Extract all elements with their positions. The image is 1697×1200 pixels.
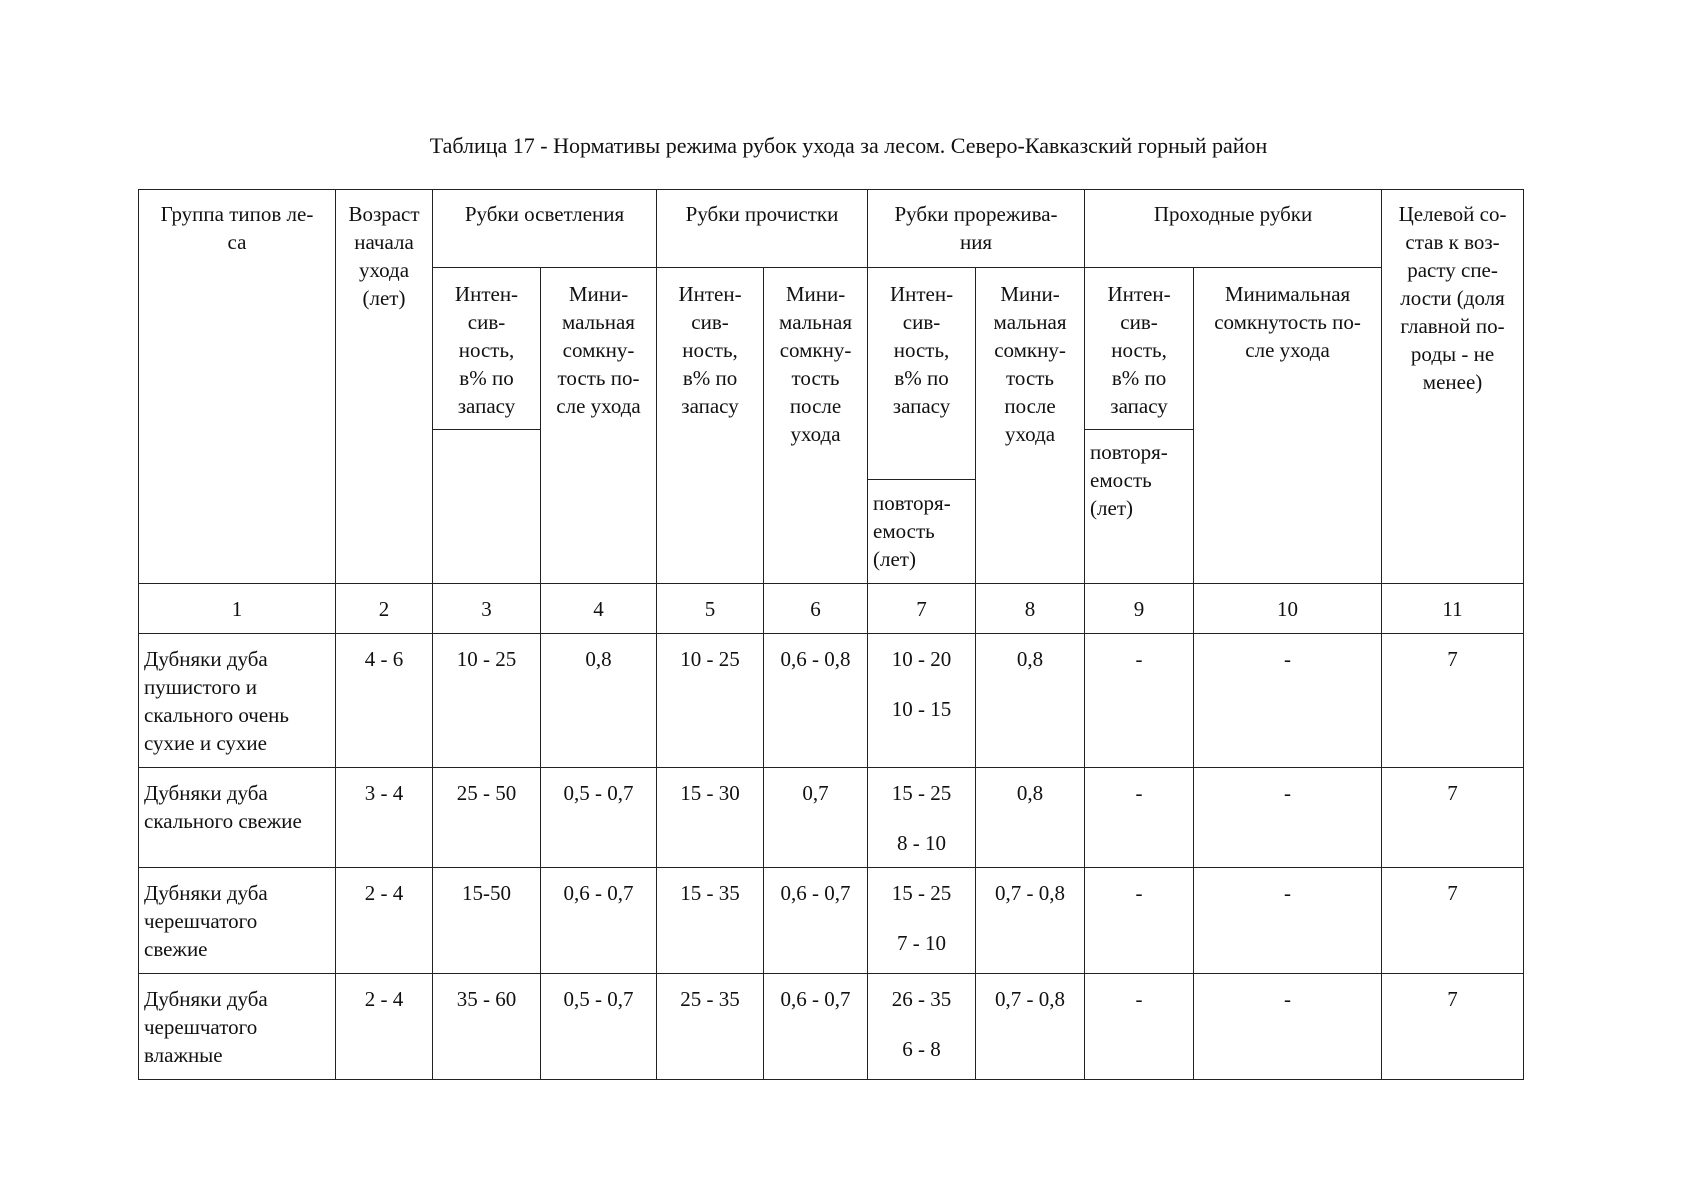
column-number: 4 bbox=[541, 584, 657, 634]
cell-prorezh-repeat: 10 - 15 bbox=[891, 697, 952, 721]
header-prorezhivanie: Рубки прорежива- ния bbox=[868, 190, 1085, 268]
cell-age: 3 - 4 bbox=[336, 768, 433, 868]
column-number: 5 bbox=[657, 584, 764, 634]
cell-age: 2 - 4 bbox=[336, 868, 433, 974]
cell-group: Дубняки дуба скального свежие bbox=[139, 768, 336, 868]
header-row-1 bbox=[139, 190, 1524, 268]
thinning-norms-table bbox=[138, 189, 1524, 1080]
cell-prorezh-repeat: 6 - 8 bbox=[902, 1037, 941, 1061]
cell-osv-intensity: 10 - 25 bbox=[433, 634, 541, 768]
cell-prorezh bbox=[868, 634, 976, 768]
cell-prohod-intensity: - bbox=[1085, 868, 1194, 974]
header-prorezh-repeat: повторя- емость (лет) bbox=[868, 480, 976, 584]
cell-prorezh bbox=[868, 868, 976, 974]
cell-osv-intensity: 15-50 bbox=[433, 868, 541, 974]
header-proch-min-density: Мини- мальная сомкну- тость после ухода bbox=[764, 268, 868, 584]
cell-prohod-intensity: - bbox=[1085, 634, 1194, 768]
cell-age: 4 - 6 bbox=[336, 634, 433, 768]
cell-prorezh-intensity: 10 - 20 bbox=[891, 647, 952, 671]
cell-proch-min-density: 0,7 bbox=[764, 768, 868, 868]
cell-prohod-intensity: - bbox=[1085, 974, 1194, 1080]
cell-proch-intensity: 10 - 25 bbox=[657, 634, 764, 768]
column-number: 11 bbox=[1382, 584, 1524, 634]
cell-osv-min-density: 0,6 - 0,7 bbox=[541, 868, 657, 974]
column-number: 10 bbox=[1194, 584, 1382, 634]
header-prochistka: Рубки прочистки bbox=[657, 190, 868, 268]
header-age: Возраст начала ухода (лет) bbox=[336, 190, 433, 584]
cell-proch-min-density: 0,6 - 0,7 bbox=[764, 974, 868, 1080]
header-prohodnye: Проходные рубки bbox=[1085, 190, 1382, 268]
cell-proch-intensity: 15 - 30 bbox=[657, 768, 764, 868]
column-number: 7 bbox=[868, 584, 976, 634]
header-osv-min-density: Мини- мальная сомкну- тость по- сле ухода bbox=[541, 268, 657, 584]
cell-proch-min-density: 0,6 - 0,7 bbox=[764, 868, 868, 974]
header-group: Группа типов ле- са bbox=[139, 190, 336, 584]
column-number: 2 bbox=[336, 584, 433, 634]
header-target: Целевой со- став к воз- расту спе- лости (доля главной по- роды - не менее) bbox=[1382, 190, 1524, 584]
column-number: 3 bbox=[433, 584, 541, 634]
cell-osv-intensity: 35 - 60 bbox=[433, 974, 541, 1080]
cell-group: Дубняки дуба черешчатого свежие bbox=[139, 868, 336, 974]
header-prohod-min-density: Минимальная сомкнутость по- сле ухода bbox=[1194, 268, 1382, 584]
cell-prohod-min-density: - bbox=[1194, 974, 1382, 1080]
cell-group: Дубняки дуба черешчатого влажные bbox=[139, 974, 336, 1080]
header-prohod-intensity: Интен- сив- ность, в% по запасу bbox=[1085, 268, 1194, 430]
cell-osv-intensity: 25 - 50 bbox=[433, 768, 541, 868]
column-number: 6 bbox=[764, 584, 868, 634]
cell-prorezh-min-density: 0,8 bbox=[976, 634, 1085, 768]
cell-prorezh-intensity: 26 - 35 bbox=[891, 987, 952, 1011]
cell-target: 7 bbox=[1382, 768, 1524, 868]
cell-prorezh-repeat: 7 - 10 bbox=[897, 931, 947, 955]
cell-osv-min-density: 0,5 - 0,7 bbox=[541, 974, 657, 1080]
cell-prorezh bbox=[868, 768, 976, 868]
column-number: 1 bbox=[139, 584, 336, 634]
cell-age: 2 - 4 bbox=[336, 974, 433, 1080]
column-number: 8 bbox=[976, 584, 1085, 634]
cell-osv-min-density: 0,5 - 0,7 bbox=[541, 768, 657, 868]
table-caption: Таблица 17 - Нормативы режима рубок ухода за лесом. Северо-Кавказский горный район bbox=[429, 133, 1268, 158]
header-prohod-repeat: повторя- емость (лет) bbox=[1085, 430, 1194, 584]
table-row bbox=[139, 634, 1524, 768]
cell-prorezh bbox=[868, 974, 976, 1080]
cell-osv-min-density: 0,8 bbox=[541, 634, 657, 768]
cell-group: Дубняки дуба пушистого и скального очень сухие и сухие bbox=[139, 634, 336, 768]
cell-prohod-min-density: - bbox=[1194, 868, 1382, 974]
header-prorezh-min-density: Мини- мальная сомкну- тость после ухода bbox=[976, 268, 1085, 584]
cell-target: 7 bbox=[1382, 868, 1524, 974]
cell-prohod-min-density: - bbox=[1194, 768, 1382, 868]
cell-prorezh-intensity: 15 - 25 bbox=[891, 881, 952, 905]
cell-prorezh-min-density: 0,8 bbox=[976, 768, 1085, 868]
cell-prohod-intensity: - bbox=[1085, 768, 1194, 868]
header-osvetlenie: Рубки осветления bbox=[433, 190, 657, 268]
cell-prorezh-min-density: 0,7 - 0,8 bbox=[976, 974, 1085, 1080]
cell-target: 7 bbox=[1382, 974, 1524, 1080]
cell-target: 7 bbox=[1382, 634, 1524, 768]
table-row bbox=[139, 768, 1524, 868]
table-row bbox=[139, 868, 1524, 974]
cell-prohod-min-density: - bbox=[1194, 634, 1382, 768]
cell-prorezh-intensity: 15 - 25 bbox=[891, 781, 952, 805]
cell-prorezh-repeat: 8 - 10 bbox=[897, 831, 947, 855]
header-proch-intensity: Интен- сив- ность, в% по запасу bbox=[657, 268, 764, 584]
header-osv-empty bbox=[433, 430, 541, 584]
column-numbers-row bbox=[139, 584, 1524, 634]
cell-proch-intensity: 25 - 35 bbox=[657, 974, 764, 1080]
header-prorezh-intensity: Интен- сив- ность, в% по запасу bbox=[868, 268, 976, 480]
cell-proch-intensity: 15 - 35 bbox=[657, 868, 764, 974]
column-number: 9 bbox=[1085, 584, 1194, 634]
table-row bbox=[139, 974, 1524, 1080]
header-osv-intensity: Интен- сив- ность, в% по запасу bbox=[433, 268, 541, 430]
cell-proch-min-density: 0,6 - 0,8 bbox=[764, 634, 868, 768]
cell-prorezh-min-density: 0,7 - 0,8 bbox=[976, 868, 1085, 974]
